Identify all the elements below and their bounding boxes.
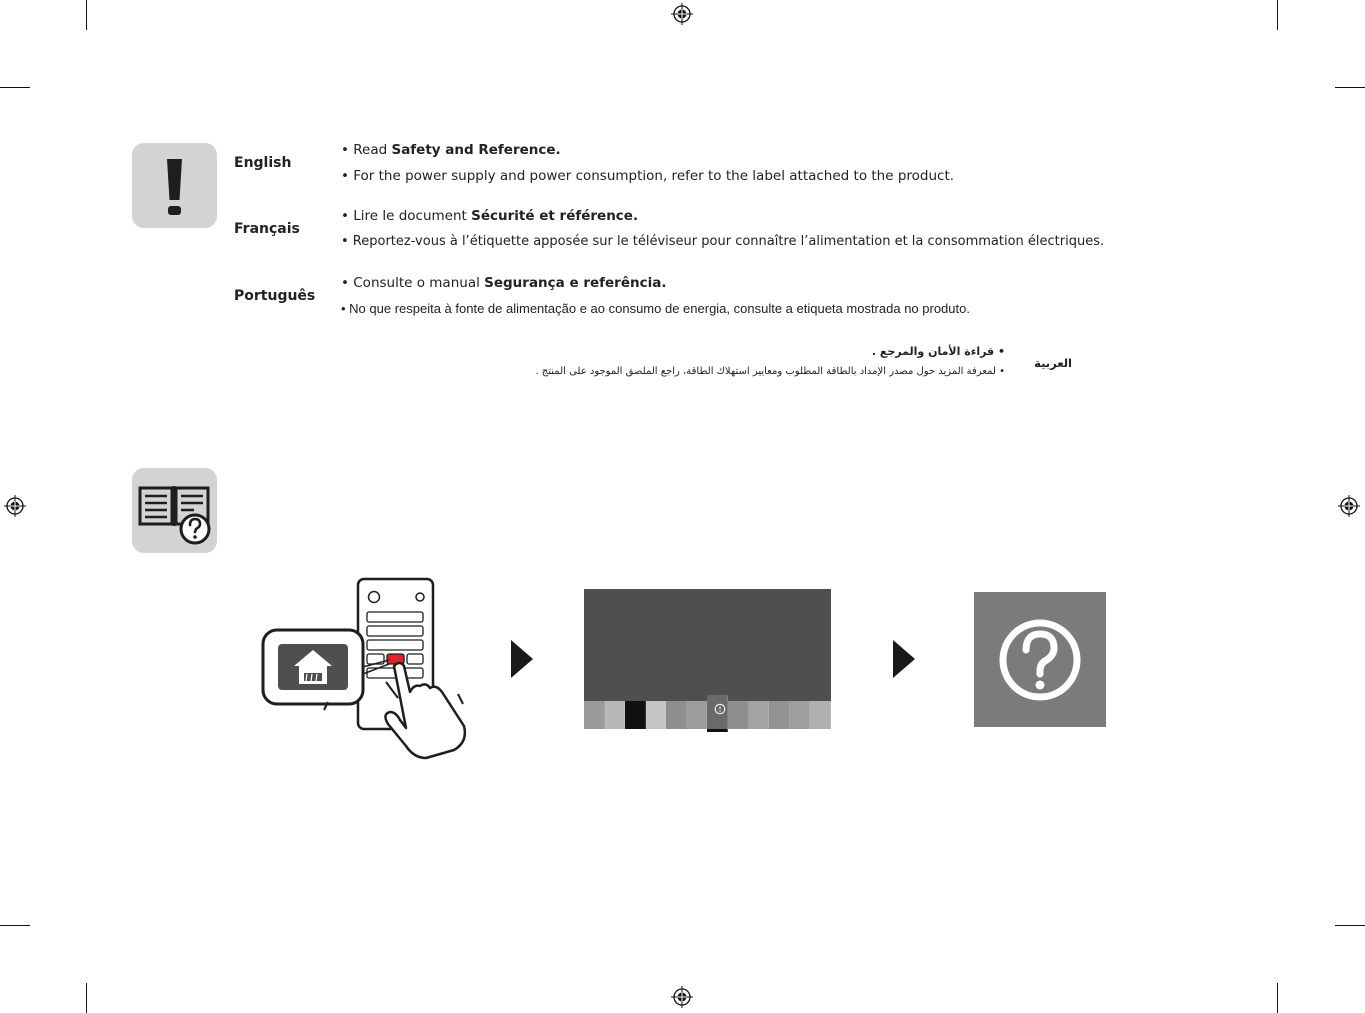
crop-mark [0,925,30,926]
french-line-1-text: • Lire le document [341,208,472,224]
launcher-app-tile [687,701,708,729]
crop-mark [1277,0,1278,30]
registration-mark-icon [671,986,693,1008]
english-line-2: • For the power supply and power consumption, refer to the label attached to the product. [341,168,955,184]
launcher-app-tile [584,701,605,729]
registration-mark-icon [4,495,26,517]
launcher-app-tile [790,701,811,729]
launcher-app-tile [810,701,831,729]
portuguese-doc-title: Segurança e referência. [484,275,667,291]
crop-mark [1335,87,1365,88]
language-label-arabic: العربية [1034,356,1072,370]
launcher-app-tile [666,701,687,729]
user-guide-app-tile [974,592,1106,727]
crop-mark [0,87,30,88]
crop-mark [1277,983,1278,1013]
manual-tile [132,468,217,553]
step-arrow-icon [893,640,915,678]
english-doc-title: Safety and Reference. [391,142,561,158]
warning-tile [132,143,217,228]
french-line-1 [341,208,638,224]
french-doc-title: Sécurité et référence. [471,208,639,224]
tv-launcher-bar [584,701,831,729]
french-line-2: • Reportez-vous à l’étiquette apposée sur le téléviseur pour connaître l’alimentation et la consommation électriques. [341,234,1105,249]
registration-mark-icon [671,3,693,25]
launcher-app-tile [749,701,770,729]
manual-help-icon [132,468,217,553]
english-line-1-text: • Read [341,142,392,158]
arabic-line-1: • قراءة الأمان والمرجع . [871,345,1005,358]
step-arrow-icon [511,640,533,678]
portuguese-line-2: • No que respeita à fonte de alimentação e ao consumo de energia, consulte a etiqueta mostrada no produto. [341,301,970,316]
launcher-app-tile [605,701,626,729]
portuguese-line-1-text: • Consulte o manual [341,275,485,291]
launcher-app-tile [769,701,790,729]
language-label-english: English [234,155,292,171]
exclamation-icon [132,143,217,228]
remote-home-button-icon [258,574,473,764]
registration-mark-icon [1338,495,1360,517]
launcher-app-tile [625,701,646,729]
crop-mark [86,0,87,30]
launcher-app-tile [728,701,749,729]
tv-launcher-screen [584,589,831,729]
arabic-line-2: • لمعرفة المزيد حول مصدر الإمداد بالطاقة المطلوب ومعايير استهلاك الطاقة، راجع الملصق الموجود على المنتج . [535,366,1005,377]
crop-mark [1335,925,1365,926]
launcher-app-tile [646,701,667,729]
language-label-french: Français [234,221,300,237]
crop-mark [86,983,87,1013]
question-mark-icon [974,592,1106,727]
english-line-1 [341,142,561,158]
portuguese-line-1 [341,275,666,291]
language-label-portuguese: Português [234,288,316,304]
help-app-small-icon [714,703,726,715]
